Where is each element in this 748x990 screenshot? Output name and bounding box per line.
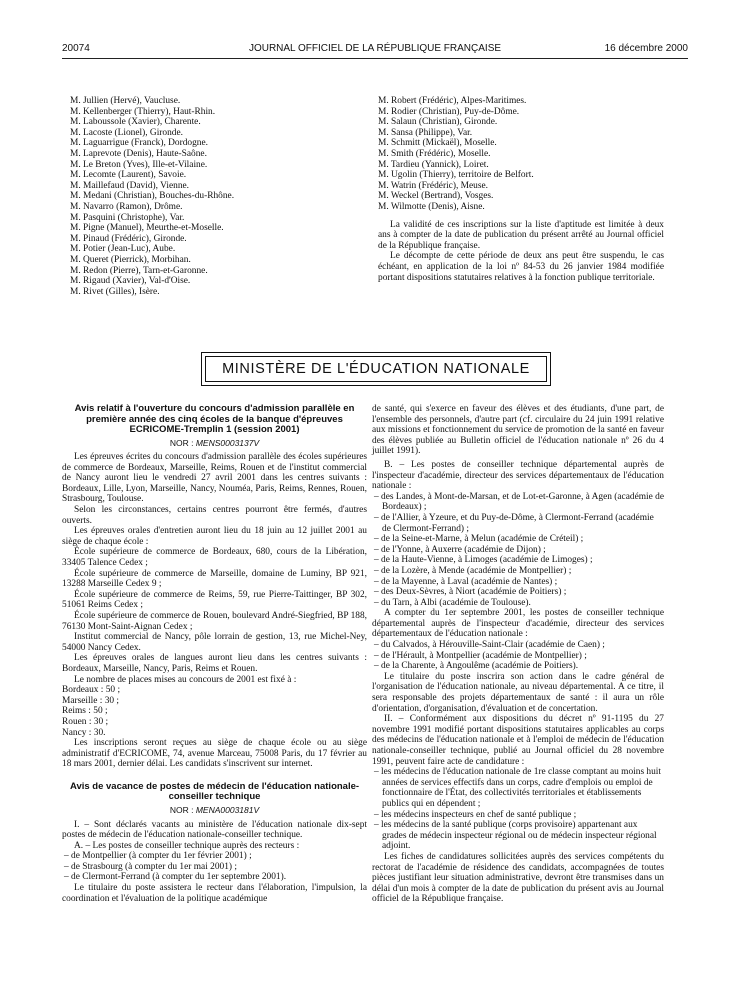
school-address: École supérieure de commerce de Reims, 59, rue Pierre-Taittinger, BP 302, 51061 Reims Cedex ;	[62, 589, 367, 611]
list-item: M. Kellenberger (Thierry), Haut-Rhin.	[70, 106, 216, 117]
list-item: – des Deux-Sèvres, à Niort (académie de Poitiers) ;	[374, 587, 567, 598]
page-number: 20074	[62, 43, 90, 54]
school-address: École supérieure de commerce de Bordeaux, 680, cours de la Libération, 33405 Talence Cedex ;	[62, 547, 367, 569]
school-address: École supérieure de commerce de Marseille, domaine de Luminy, BP 921, 13288 Marseille Cedex 9 ;	[62, 568, 367, 590]
places-item: Bordeaux : 50 ;	[62, 685, 121, 696]
avis1-title: Avis relatif à l'ouverture du concours d'admission parallèle en première année des cinq écoles de la banque d'épreuves ECRICOME-Tremplin 1 (session 2001)	[74, 403, 355, 435]
list-item: – de la Haute-Vienne, à Limoges (académie de Limoges) ;	[374, 555, 593, 566]
list-item: M. Jullien (Hervé), Vaucluse.	[70, 96, 181, 106]
list-item: M. Laboussole (Xavier), Charente.	[70, 117, 201, 128]
top-right-column	[378, 96, 664, 283]
list-item: – de la Seine-et-Marne, à Melun (académie de Créteil) ;	[374, 534, 584, 545]
list-item: M. Weckel (Bertrand), Vosges.	[378, 191, 494, 202]
list-item: M. Queret (Pierrick), Morbihan.	[70, 254, 191, 265]
list-item: M. Laguarrigue (Franck), Dordogne.	[70, 138, 208, 149]
paragraph: B. – Les postes de conseiller technique départemental auprès de l'inspecteur d'académie, directeur des services départementaux de l'éducation nationale :	[372, 459, 664, 492]
top-left-list	[70, 96, 370, 297]
list-item: M. Robert (Frédéric), Alpes-Maritimes.	[378, 96, 527, 106]
list-item: M. Le Breton (Yves), Ille-et-Vilaine.	[70, 159, 208, 170]
list-item: M. Potier (Jean-Luc), Aube.	[70, 244, 176, 255]
list-item: – les médecins de la santé publique (corps provisoire) appartenant aux grades de médecin inspecteur régional ou de médecin inspecteur régional adjoint.	[374, 820, 657, 852]
nor-label: NOR :	[169, 437, 194, 448]
list-item: M. Lacoste (Lionel), Gironde.	[70, 127, 183, 138]
nor-code: MENS0003137V	[195, 437, 260, 448]
nor-code: MENA0003181V	[195, 804, 260, 815]
list-item: M. Rigaud (Xavier), Val-d'Oise.	[70, 276, 191, 287]
list-item: M. Tardieu (Yannick), Loiret.	[378, 159, 489, 170]
avis2-title: Avis de vacance de postes de médecin de l'éducation nationale-conseiller technique	[69, 780, 360, 803]
paragraph: II. – Conformément aux dispositions du décret nº 91-1195 du 27 novembre 1991 modifié portant dispositions statutaires applicables au corps des médecins de l'éducation nationale et à l'emploi de médecin de l'éducation nationale-conseiller technique, publié au Journal officiel du 28 novembre 1991, peuvent faire acte de candidature :	[372, 714, 664, 767]
list-item: M. Ugolin (Thierry), territoire de Belfort.	[378, 170, 534, 181]
paragraph: Le titulaire du poste inscrira son action dans le cadre général de l'organisation de l'éducation nationale, au niveau départemental. A ce titre, il sera responsable des projets départementaux de santé : il aura un rôle d'orientation, d'organisation, d'évaluation et de concertation.	[372, 671, 664, 714]
list-item: M. Redon (Pierre), Tarn-et-Garonne.	[70, 265, 208, 276]
lower-left-column	[62, 404, 367, 904]
list-item: M. Rodier (Christian), Puy-de-Dôme.	[378, 106, 520, 117]
list-item: M. Laprevote (Denis), Haute-Saône.	[70, 148, 207, 159]
list-item: – du Tarn, à Albi (académie de Toulouse).	[374, 597, 531, 608]
list-item: – de l'Yonne, à Auxerre (académie de Dijon) ;	[374, 544, 546, 555]
paragraph: de santé, qui s'exerce en faveur des élèves et des étudiants, d'une part, de l'ensemble des personnels, d'autre part (cf. circulaire du 24 juin 1991 relative aux missions et fonctionnement du service de promotion de la santé en faveur des élèves publiée au Bulletin officiel de l'éducation nationale nº 26 du 4 juillet 1991).	[372, 404, 664, 457]
list-item: – du Calvados, à Hérouville-Saint-Clair (académie de Caen) ;	[374, 640, 605, 651]
list-item: M. Pasquini (Christophe), Var.	[70, 212, 185, 223]
list-item: – les médecins de l'éducation nationale de 1re classe comptant au moins huit années de services effectifs dans un corps, cadre d'emplois ou emploi de fonctionnaire de l'État, des collectivités territoriales et établissements publics qui en dépendent ;	[374, 767, 662, 809]
places-item: Reims : 50 ;	[62, 706, 108, 717]
nor-label: NOR :	[169, 804, 194, 815]
paragraph: A compter du 1er septembre 2001, les postes de conseiller technique départemental auprès de l'inspecteur d'académie, directeur des services départementaux de l'éducation nationale :	[372, 608, 664, 640]
places-item: Rouen : 30 ;	[62, 716, 109, 727]
paragraph: Selon les circonstances, certains centres pourront être fermés, d'autres ouverts.	[62, 505, 367, 526]
validity-paragraph: La validité de ces inscriptions sur la liste d'aptitude est limitée à deux ans à compter de la date de publication du présent arrêté au Journal officiel de la République française.	[378, 219, 664, 251]
suspension-paragraph: Le décompte de cette période de deux ans peut être suspendu, le cas échéant, en application de la loi nº 84-53 du 26 janvier 1984 modifiée portant dispositions statutaires relatives à la fonction publique territoriale.	[378, 251, 664, 283]
list-item: M. Pigne (Manuel), Meurthe-et-Moselle.	[70, 223, 224, 234]
ministry-heading: MINISTÈRE DE L'ÉDUCATION NATIONALE	[205, 356, 547, 382]
list-item: M. Lecomte (Laurent), Savoie.	[70, 170, 187, 181]
list-item: – les médecins inspecteurs en chef de santé publique ;	[374, 809, 577, 820]
paragraph: Le titulaire du poste assistera le recteur dans l'élaboration, l'impulsion, la coordination et l'évaluation de la politique académique	[62, 883, 367, 904]
list-item: M. Pinaud (Frédéric), Gironde.	[70, 233, 187, 244]
list-item: M. Rivet (Gilles), Isère.	[70, 286, 160, 297]
places-item: Nancy : 30.	[62, 727, 106, 738]
list-item: M. Wilmotte (Denis), Aisne.	[378, 201, 485, 212]
paragraph: Le nombre de places mises au concours de 2001 est fixé à :	[74, 674, 297, 685]
list-item: M. Medani (Christian), Bouches-du-Rhône.	[70, 191, 235, 202]
list-item: – de la Charente, à Angoulême (académie de Poitiers).	[374, 661, 579, 672]
school-address: Institut commercial de Nancy, pôle lorrain de gestion, 13, rue Michel-Ney, 54000 Nancy Cedex.	[62, 632, 367, 653]
paragraph: Les épreuves orales d'entretien auront lieu du 18 juin au 12 juillet 2001 au siège de chaque école :	[62, 526, 367, 547]
paragraph: Les fiches de candidatures sollicitées auprès des services compétents du rectorat de l'académie de résidence des candidats, accompagnées de toutes pièces justifiant leur situation administrative, devront être transmises dans un délai d'un mois à compter de la date de publication du présent avis au Journal officiel de la République française.	[372, 851, 664, 905]
list-item: M. Schmitt (Mickaël), Moselle.	[378, 138, 497, 149]
list-item: – de la Lozère, à Mende (académie de Montpellier) ;	[374, 565, 572, 576]
list-item: – de l'Hérault, à Montpellier (académie de Montpellier) ;	[374, 650, 587, 661]
paragraph: Les inscriptions seront reçues au siège de chaque école ou au siège administratif d'ECRICOME, 74, avenue Marceau, 75008 Paris, du 17 février au 18 mars 2001, dernier délai. Les candidats s'inscrivent sur internet.	[62, 738, 367, 770]
header-rule	[62, 58, 688, 59]
list-item: – de la Mayenne, à Laval (académie de Nantes) ;	[374, 576, 558, 587]
list-item: – de l'Allier, à Yzeure, et du Puy-de-Dôme, à Clermont-Ferrand (académie de Clermont-Ferrand) ;	[374, 512, 654, 534]
list-item: – des Landes, à Mont-de-Marsan, et de Lot-et-Garonne, à Agen (académie de Bordeaux) ;	[374, 491, 664, 513]
list-item: M. Maillefaud (David), Vienne.	[70, 180, 190, 191]
paragraph: Les épreuves écrites du concours d'admission parallèle des écoles supérieures de commerce de Bordeaux, Marseille, Reims, Rouen et de l'institut commercial de Nancy auront lieu le vendredi 27 avril 2001 dans les centres suivants : Bordeaux, Lille, Lyon, Marseille, Nancy, Nouméa, Paris, Reims, Rennes, Rouen, Strasbourg, Toulouse.	[62, 452, 367, 505]
list-item: – de Clermont-Ferrand (à compter du 1er septembre 2001).	[64, 872, 287, 883]
paragraph: A. – Les postes de conseiller technique auprès des recteurs :	[74, 840, 300, 851]
avis1-nor	[62, 438, 367, 449]
paragraph: Les épreuves orales de langues auront lieu dans les centres suivants : Bordeaux, Marseille, Nancy, Paris, Reims et Rouen.	[62, 653, 367, 674]
lower-right-column	[372, 404, 664, 905]
issue-date: 16 décembre 2000	[604, 43, 688, 54]
list-item: M. Navarro (Ramon), Drôme.	[70, 201, 183, 212]
places-item: Marseille : 30 ;	[62, 695, 120, 706]
paragraph: I. – Sont déclarés vacants au ministère de l'éducation nationale dix-sept postes de médecin de l'éducation nationale-conseiller technique.	[62, 819, 367, 841]
list-item: M. Smith (Frédéric), Moselle.	[378, 148, 491, 159]
list-item: M. Salaun (Christian), Gironde.	[378, 117, 498, 128]
list-item: – de Strasbourg (à compter du 1er mai 2001) ;	[64, 861, 237, 872]
avis2-nor	[62, 805, 367, 816]
list-item: M. Sansa (Philippe), Var.	[378, 127, 473, 138]
page-header	[62, 44, 688, 58]
list-item: M. Watrin (Frédéric), Meuse.	[378, 180, 488, 191]
school-address: École supérieure de commerce de Rouen, boulevard André-Siegfried, BP 188, 76130 Mont-Saint-Aignan Cedex ;	[62, 611, 367, 632]
list-item: – de Montpellier (à compter du 1er février 2001) ;	[64, 851, 252, 862]
journal-title: JOURNAL OFFICIEL DE LA RÉPUBLIQUE FRANÇAISE	[248, 43, 502, 54]
